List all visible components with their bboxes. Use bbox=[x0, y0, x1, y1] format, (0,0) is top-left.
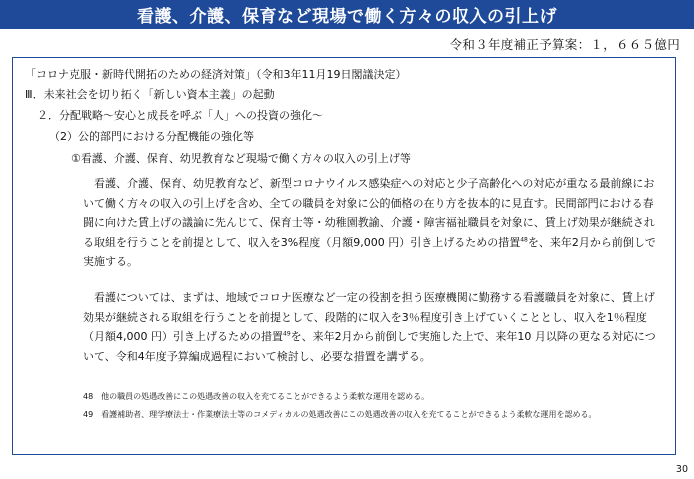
page-number: 30 bbox=[675, 464, 688, 475]
footnote-48: 48 他の職員の処遇改善にこの処遇改善の収入を充てることができるよう柔軟な運用を認める。 bbox=[83, 392, 430, 401]
paragraph-1-tail: を、来年2月から前倒しで実施する。 bbox=[83, 235, 656, 268]
budget-amount: 令和３年度補正予算案：１，６６５億円 bbox=[449, 37, 680, 52]
subsection-heading: （2）公的部門における分配機能の強化等 bbox=[49, 130, 254, 143]
title-bar bbox=[0, 0, 694, 29]
page-title: 看護、介護、保育など現場で働く方々の収入の引上げ bbox=[137, 7, 557, 27]
paragraph-2 bbox=[83, 288, 663, 366]
policy-source: 「コロナ克服・新時代開拓のための経済対策」（令和3年11月19日閣議決定） bbox=[25, 68, 407, 81]
item-heading: ①看護、介護、保育、幼児教育など現場で働く方々の収入の引上げ等 bbox=[71, 152, 411, 165]
footnote-ref-48: 48 bbox=[520, 235, 528, 243]
paragraph-2-text: 看護については、まずは、地域でコロナ医療など一定の役割を担う医療機関に勤務する看護職員を対象に、賃上げ効果が継続される取組を行うことを前提として、段階的に収入を3％程度引き上げていくこととし、収入を1％程度（月額4,000 円）引き上げるための措置 bbox=[83, 291, 655, 343]
policy-box bbox=[12, 57, 676, 455]
footnote-ref-49: 49 bbox=[283, 330, 291, 338]
section-heading-2: ２．分配戦略～安心と成長を呼ぶ「人」への投資の強化～ bbox=[37, 109, 323, 122]
section-heading-3: Ⅲ．未来社会を切り拓く「新しい資本主義」の起動 bbox=[25, 88, 275, 101]
footnote-49: 49 看護補助者、理学療法士・作業療法士等のコメディカルの処遇改善にこの処遇改善の収入を充てることができるよう柔軟な運用を認める。 bbox=[83, 410, 597, 419]
paragraph-1 bbox=[83, 174, 663, 272]
paragraph-2-tail: を、来年2月から前倒しで実施した上で、来年10 月以降の更なる対応について、令和4年度予算編成過程において検討し、必要な措置を講ずる。 bbox=[83, 330, 656, 363]
paragraph-1-text: 看護、介護、保育、幼児教育など、新型コロナウイルス感染症への対応と少子高齢化への対応が重なる最前線において働く方々の収入の引上げを含め、全ての職員を対象に公的価格の在り方を抜本的に見直す。民間部門における春闘に向けた賃上げの議論に先んじて、保育士等・幼稚園教諭、介護・障害福祉職員を対象に、賃上げ効果が継続される取組を行うことを前提として、収入を3%程度（月額9,000 円）引き上げるための措置 bbox=[83, 177, 655, 249]
